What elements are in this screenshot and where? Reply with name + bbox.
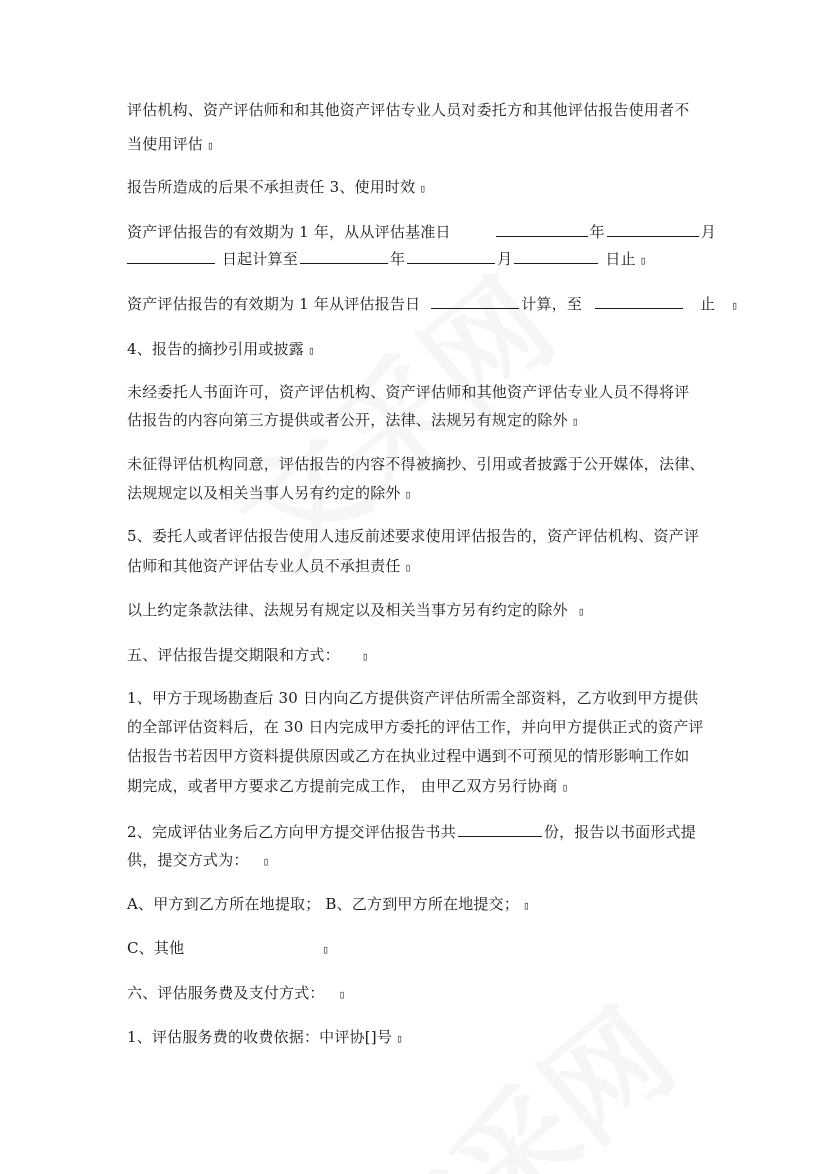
text: 六、评估服务费及支付方式：: [127, 984, 325, 1002]
fill-blank[interactable]: [431, 293, 519, 309]
text: 4、报告的摘抄引用或披露: [127, 340, 304, 358]
paragraph-line: [127, 600, 585, 622]
text: 估报告书若因甲方资料提供原因或乙方在执业过程中遇到不可预见的情形影响工作如: [127, 747, 690, 765]
text: 5、委托人或者评估报告使用人违反前述要求使用评估报告的，资产评估机构、资产评: [127, 527, 700, 545]
section-heading: [127, 983, 345, 1005]
placeholder-glyph: ▯: [338, 988, 346, 1001]
placeholder-glyph: ▯: [419, 182, 427, 195]
text: 评估机构、资产评估师和和其他资产评估专业人员对委托方和其他评估报告使用者不: [127, 101, 690, 119]
paragraph-line: [127, 850, 269, 872]
text: 止: [700, 295, 716, 313]
placeholder-glyph: ▯: [322, 943, 330, 956]
text: 1、甲方于现场勘查后 30 日内向乙方提供资产评估所需全部资料，乙方收到甲方提供: [127, 689, 699, 707]
text: 法规规定以及相关当事人另有约定的除外: [127, 484, 401, 502]
paragraph-line: [127, 526, 699, 546]
placeholder-glyph: ▯: [207, 139, 214, 152]
text: 年: [389, 250, 406, 268]
text: 1、评估服务费的收费依据：中评协[]号: [127, 1028, 393, 1046]
paragraph-line: [127, 821, 696, 842]
text: 日起计算至: [221, 250, 298, 268]
placeholder-glyph: ▯: [571, 415, 579, 428]
text: 当使用评估: [127, 135, 204, 153]
paragraph-line: [127, 688, 698, 708]
paragraph-line: [127, 248, 647, 271]
text: 年: [589, 223, 605, 241]
fill-blank[interactable]: [514, 248, 598, 264]
text: 以上约定条款法律、法规另有规定以及相关当事方另有约定的除外: [127, 601, 568, 619]
paragraph-line: [127, 382, 689, 402]
paragraph-line: [127, 938, 329, 960]
text: 报告所造成的后果不承担责任 3、使用时效: [127, 178, 416, 196]
text: 资产评估报告的有效期为 1 年，从从评估基准日: [127, 223, 451, 241]
paragraph-line: [127, 776, 568, 798]
text: 月: [700, 223, 717, 241]
text: 月: [497, 250, 513, 268]
fill-blank[interactable]: [300, 248, 388, 264]
placeholder-glyph: ▯: [396, 1032, 403, 1045]
text: 2、完成评估业务后乙方向甲方提交评估报告书共: [127, 823, 456, 841]
text: 估报告的内容向第三方提供或者公开，法律、法规另有规定的除外: [127, 411, 568, 429]
text: 五、评估报告提交期限和方式：: [127, 646, 340, 664]
placeholder-glyph: ▯: [404, 488, 412, 501]
paragraph-line: [127, 100, 689, 120]
paragraph-line: [127, 293, 738, 316]
text: C、其他: [127, 939, 185, 957]
fill-blank[interactable]: [407, 248, 495, 264]
placeholder-glyph: ▯: [577, 605, 585, 618]
text: 期完成，或者甲方要求乙方提前完成工作， 由甲乙双方另行协商: [127, 777, 558, 795]
text: 供，提交方式为：: [127, 851, 249, 869]
text: 日止: [605, 250, 636, 268]
paragraph-line: [127, 221, 716, 242]
paragraph-line: [127, 894, 530, 916]
placeholder-glyph: ▯: [731, 299, 739, 312]
text: 未经委托人书面许可，资产评估机构、资产评估师和其他资产评估专业人员不得将评: [127, 383, 690, 401]
text: 份，报告以书面形式提: [543, 823, 696, 841]
text: 资产评估报告的有效期为 1 年从评估报告日: [127, 295, 421, 313]
text: 的全部评估资料后，在 30 日内完成甲方委托的评估工作，并向甲方提供正式的资产评: [127, 718, 704, 736]
placeholder-glyph: ▯: [262, 855, 270, 868]
text: A、甲方到乙方所在地提取； B、乙方到甲方所在地提交；: [127, 895, 520, 913]
text: 计算，至: [521, 295, 583, 313]
paragraph-line: [127, 483, 411, 505]
fill-blank[interactable]: [458, 821, 542, 837]
paragraph-line: [127, 746, 689, 766]
paragraph-line: [127, 717, 704, 737]
placeholder-glyph: ▯: [361, 650, 369, 663]
paragraph-line: [127, 177, 426, 199]
paragraph-line: [127, 134, 214, 156]
fill-blank[interactable]: [595, 293, 683, 309]
fill-blank[interactable]: [127, 248, 215, 264]
paragraph-line: [127, 556, 411, 578]
placeholder-glyph: ▯: [639, 254, 647, 267]
text: 估师和其他资产评估专业人员不承担责任: [127, 557, 401, 575]
watermark: [317, 964, 703, 1174]
placeholder-glyph: ▯: [523, 899, 530, 912]
fill-blank[interactable]: [496, 221, 588, 237]
paragraph-line: [127, 1027, 403, 1049]
placeholder-glyph: ▯: [561, 781, 569, 794]
fill-blank[interactable]: [607, 221, 699, 237]
section-heading: [127, 339, 315, 361]
paragraph-line: [127, 454, 705, 474]
section-heading: [127, 645, 369, 667]
paragraph-line: [127, 410, 579, 432]
placeholder-glyph: ▯: [307, 344, 315, 357]
text: 未征得评估机构同意，评估报告的内容不得被摘抄、引用或者披露于公开媒体，法律、: [127, 455, 705, 473]
placeholder-glyph: ▯: [404, 561, 412, 574]
